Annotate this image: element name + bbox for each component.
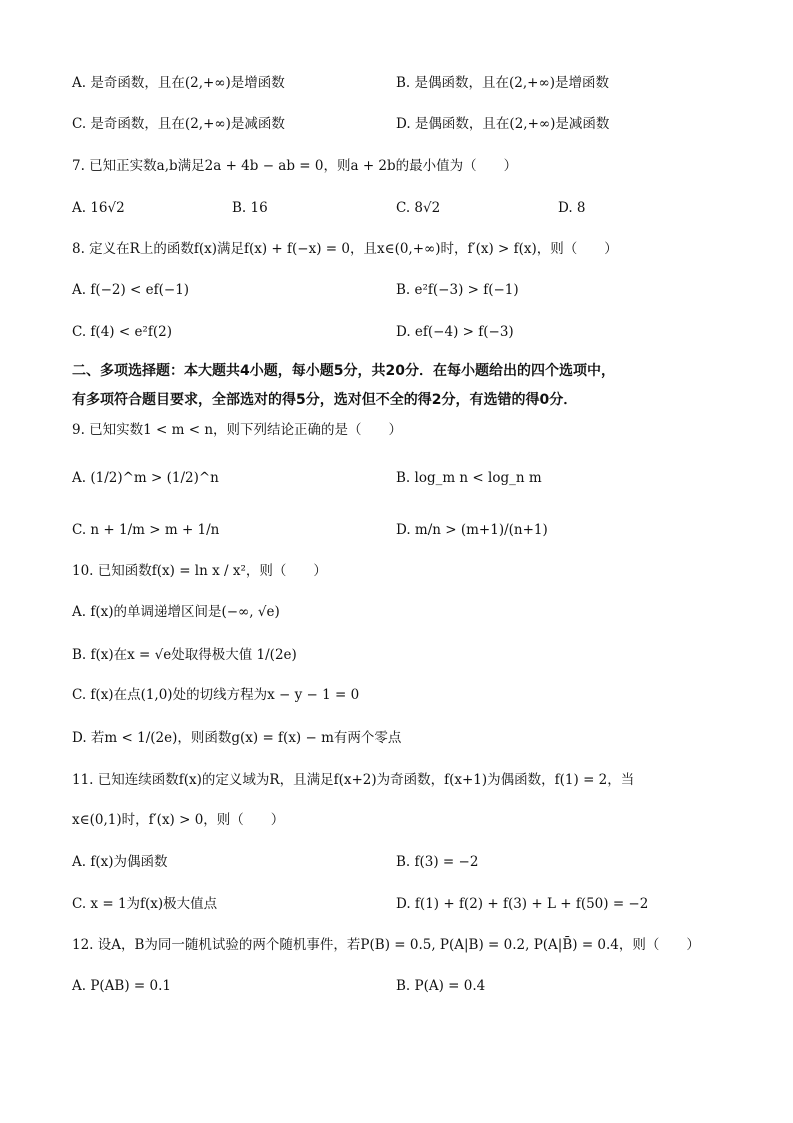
q8-stem: 8. 定义在R上的函数f(x)满足f(x) + f(−x) = 0，且x∈(0,+∞)时，f′(x) > f(x)，则（ ）	[72, 241, 618, 257]
q9-option-d: D. m/n > (m+1)/(n+1)	[396, 522, 548, 538]
q11-option-c: C. x = 1为f(x)极大值点	[72, 896, 218, 912]
q9-stem: 9. 已知实数1 < m < n，则下列结论正确的是（ ）	[72, 422, 403, 438]
q12-option-a: A. P(AB) = 0.1	[72, 978, 171, 994]
q8-option-c: C. f(4) < e²f(2)	[72, 324, 172, 340]
q11-option-d: D. f(1) + f(2) + f(3) + L + f(50) = −2	[396, 896, 649, 912]
q10-option-d: D. 若m < 1/(2e)，则函数g(x) = f(x) − m有两个零点	[72, 730, 402, 746]
q10-stem: 10. 已知函数f(x) = ln x / x²，则（ ）	[72, 563, 327, 579]
q7-stem: 7. 已知正实数a,b满足2a + 4b − ab = 0，则a + 2b的最小值为（ ）	[72, 158, 518, 174]
q10-option-c: C. f(x)在点(1,0)处的切线方程为x − y − 1 = 0	[72, 687, 360, 703]
q9-option-c: C. n + 1/m > m + 1/n	[72, 522, 220, 538]
q8-option-d: D. ef(−4) > f(−3)	[396, 324, 514, 340]
q6-option-b: B. 是偶函数，且在(2,+∞)是增函数	[396, 75, 609, 91]
q6-option-c: C. 是奇函数，且在(2,+∞)是减函数	[72, 116, 285, 132]
q11-option-a: A. f(x)为偶函数	[72, 854, 168, 870]
q6-option-a: A. 是奇函数，且在(2,+∞)是增函数	[72, 75, 285, 91]
q7-option-d: D. 8	[558, 200, 586, 216]
q8-option-b: B. e²f(−3) > f(−1)	[396, 282, 519, 298]
q7-option-c: C. 8√2	[396, 200, 441, 216]
q12-stem: 12. 设A，B为同一随机试验的两个随机事件，若P(B) = 0.5, P(A|B) = 0.2, P(A|B̄) = 0.4，则（ ）	[72, 937, 700, 953]
q6-option-d: D. 是偶函数，且在(2,+∞)是减函数	[396, 116, 610, 132]
q9-option-a: A. (1/2)^m > (1/2)^n	[72, 470, 219, 486]
q12-option-b: B. P(A) = 0.4	[396, 978, 486, 994]
q11-option-b: B. f(3) = −2	[396, 854, 479, 870]
section-heading-line2: 有多项符合题目要求，全部选对的得5分，选对但不全的得2分，有选错的得0分．	[72, 392, 578, 408]
q11-stem-line1: 11. 已知连续函数f(x)的定义域为R，且满足f(x+2)为奇函数，f(x+1)为偶函数，f(1) = 2，当	[72, 772, 635, 788]
q7-option-a: A. 16√2	[72, 200, 125, 216]
q10-option-a: A. f(x)的单调递增区间是(−∞, √e)	[72, 604, 280, 620]
section-heading-line1: 二、多项选择题：本大题共4小题，每小题5分，共20分．在每小题给出的四个选项中，	[72, 363, 615, 379]
q7-option-b: B. 16	[232, 200, 268, 216]
q9-option-b: B. log_m n < log_n m	[396, 470, 542, 486]
q11-stem-line2: x∈(0,1)时，f′(x) > 0，则（ ）	[72, 812, 285, 828]
q10-option-b: B. f(x)在x = √e处取得极大值 1/(2e)	[72, 647, 297, 663]
q8-option-a: A. f(−2) < ef(−1)	[72, 282, 190, 298]
